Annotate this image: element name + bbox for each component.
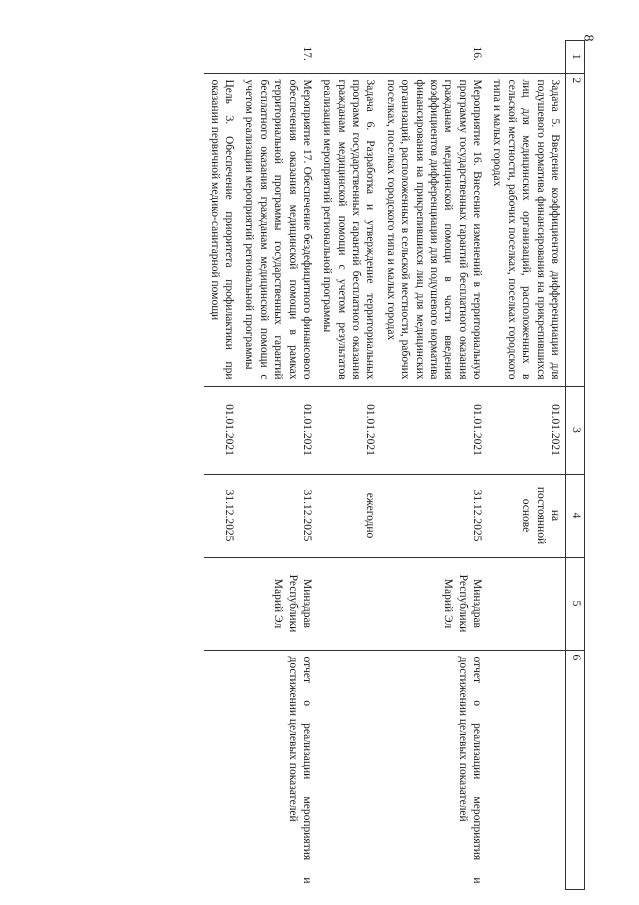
row-number: 17. bbox=[239, 41, 317, 74]
row-description: Задача 5. Введение коэффициентов дифференциации для подушевого норматива финансирования на прикрепившихся лиц для медицинских организаций, расположенных в сельской местности, рабочих поселках, поселках городского типа и малых городах bbox=[487, 73, 565, 386]
row-start-date: 01.01.2021 bbox=[204, 386, 239, 474]
row-responsible bbox=[487, 557, 565, 650]
row-end-date: 31.12.2025 bbox=[204, 474, 239, 557]
col-header-4: 4 bbox=[566, 474, 585, 557]
col-header-1: 1 bbox=[566, 41, 585, 74]
col-header-3: 3 bbox=[566, 386, 585, 474]
page-number: 8 bbox=[580, 34, 596, 42]
row-end-date: 31.12.2025 bbox=[381, 474, 488, 557]
header-row bbox=[566, 41, 585, 890]
col-header-2: 2 bbox=[566, 73, 585, 386]
row-start-date: 01.01.2021 bbox=[317, 386, 381, 474]
plan-table bbox=[204, 40, 585, 890]
col-header-6: 6 bbox=[566, 650, 585, 890]
row-responsible: Минздрав Республики Марий Эл bbox=[239, 557, 317, 650]
row-description: Цель 3. Обеспечение приоритета профилактики при оказании первичной медико-санитарной помощи bbox=[204, 73, 239, 386]
table-row bbox=[204, 41, 239, 890]
row-result bbox=[487, 650, 565, 890]
row-result: отчет о реализации мероприятия и достижении целевых показателей bbox=[239, 650, 317, 890]
table-row bbox=[317, 41, 381, 890]
row-result bbox=[317, 650, 381, 890]
table-row bbox=[239, 41, 317, 890]
row-responsible bbox=[317, 557, 381, 650]
row-end-date: ежегодно bbox=[317, 474, 381, 557]
row-number bbox=[487, 41, 565, 74]
row-end-date: 31.12.2025 bbox=[239, 474, 317, 557]
row-start-date: 01.01.2021 bbox=[487, 386, 565, 474]
row-end-date: на постоянной основе bbox=[487, 474, 565, 557]
row-description: Мероприятие 16. Внесение изменений в территориальную программу государственных гарантий бесплатного оказания гражданам медицинской помощи в части введения коэффициентов дифференциации для подушевого норматива финансирования на прикрепившихся лиц для медицинских организаций, расположенных в сельской местности, рабочих поселках, поселках городского типа и малых городах bbox=[381, 73, 488, 386]
row-number: 16. bbox=[381, 41, 488, 74]
row-description: Мероприятие 17. Обеспечение бездефицитного финансового обеспечения оказания медицинской помощи в рамках территориальной программы государственных гарантий бесплатного оказания гражданам медицинской помощи с учетом реализации мероприятий региональной программы bbox=[239, 73, 317, 386]
row-description: Задача 6. Разработка и утверждение территориальных программ государственных гарантий бесплатного оказания гражданам медицинской помощи с учетом результатов реализации мероприятий региональной программы bbox=[317, 73, 381, 386]
row-start-date: 01.01.2021 bbox=[381, 386, 488, 474]
row-number bbox=[317, 41, 381, 74]
col-header-5: 5 bbox=[566, 557, 585, 650]
row-result bbox=[204, 650, 239, 890]
row-number bbox=[204, 41, 239, 74]
row-result: отчет о реализации мероприятия и достижении целевых показателей bbox=[381, 650, 488, 890]
row-start-date: 01.01.2021 bbox=[239, 386, 317, 474]
row-responsible bbox=[204, 557, 239, 650]
table-row bbox=[487, 41, 565, 890]
table-row bbox=[381, 41, 488, 890]
rotated-table-container bbox=[115, 40, 585, 890]
row-responsible: Минздрав Республики Марий Эл bbox=[381, 557, 488, 650]
